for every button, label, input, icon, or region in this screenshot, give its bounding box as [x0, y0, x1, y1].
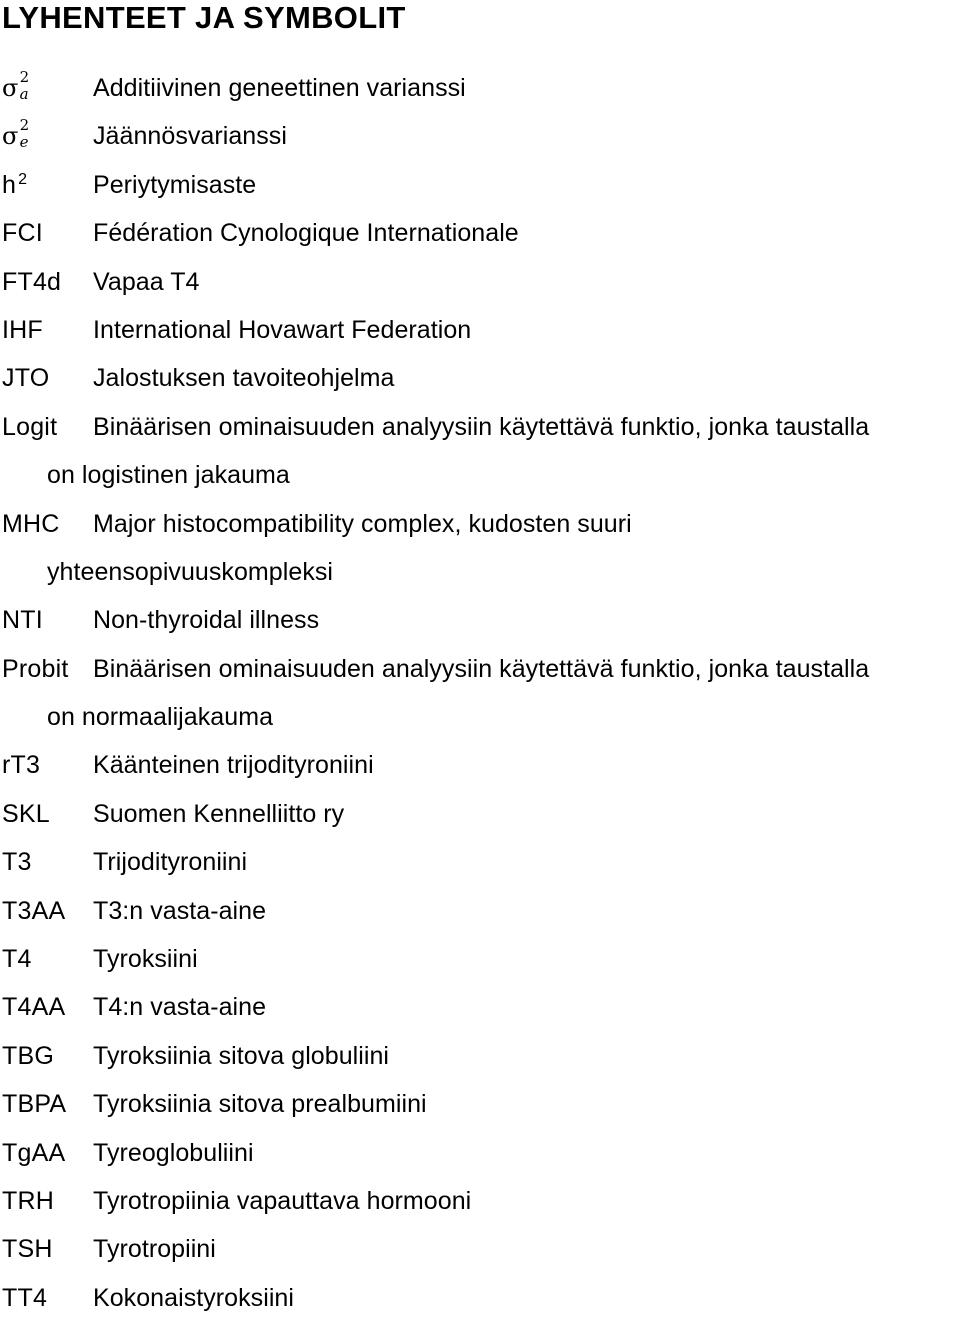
abbreviation-definition: T4:n vasta-aine: [93, 993, 267, 1022]
abbreviation-entry-continuation: [0, 451, 960, 499]
abbreviation-entry: [0, 161, 960, 209]
abbreviation-entry: [0, 258, 960, 306]
abbreviation-entry: [0, 596, 960, 644]
abbreviation-entry: [0, 209, 960, 257]
abbreviation-term: FT4d: [2, 267, 62, 296]
abbreviation-list: [0, 64, 960, 1322]
abbreviation-definition-continuation: yhteensopivuuskompleksi: [47, 557, 334, 586]
abbreviation-entry: [0, 1129, 960, 1177]
abbreviation-term: JTO: [2, 364, 50, 393]
abbreviation-entry: [0, 1177, 960, 1225]
abbreviation-definition: Käänteinen trijodityroniini: [93, 751, 374, 780]
abbreviation-entry-continuation: [0, 693, 960, 741]
abbreviation-term: TgAA: [2, 1138, 66, 1167]
page-heading: LYHENTEET JA SYMBOLIT: [2, 0, 406, 35]
abbreviation-term: FCI: [2, 219, 43, 248]
abbreviation-definition: Major histocompatibility complex, kudosten suuri: [93, 509, 632, 538]
abbreviation-term: TSH: [2, 1235, 53, 1264]
abbreviation-definition: Periytymisaste: [93, 170, 257, 199]
abbreviation-entry-continuation: [0, 548, 960, 596]
abbreviation-entry: [0, 935, 960, 983]
abbreviation-entry: [0, 645, 960, 693]
abbreviation-term: T4: [2, 945, 32, 974]
abbreviation-entry: [0, 983, 960, 1031]
abbreviation-entry: [0, 741, 960, 789]
abbreviation-entry: [0, 306, 960, 354]
abbreviation-term: IHF: [2, 315, 43, 344]
abbreviation-definition: Tyroksiini: [93, 945, 198, 974]
abbreviation-definition: Fédération Cynologique Internationale: [93, 219, 519, 248]
abbreviation-definition: Non-thyroidal illness: [93, 606, 320, 635]
abbreviation-definition: Suomen Kennelliitto ry: [93, 799, 345, 828]
abbreviation-entry: [0, 887, 960, 935]
abbreviation-entry: [0, 838, 960, 886]
abbreviation-symbol: σ 2 a: [2, 68, 30, 103]
abbreviation-definition: Tyroksiinia sitova globuliini: [93, 1041, 390, 1070]
abbreviation-term: TRH: [2, 1186, 54, 1215]
abbreviation-term: Probit: [2, 654, 69, 683]
abbreviation-definition: Kokonaistyroksiini: [93, 1283, 294, 1312]
abbreviation-term: T3: [2, 848, 32, 877]
abbreviation-definition: Jalostuksen tavoiteohjelma: [93, 364, 395, 393]
abbreviation-definition: Additiivinen geneettinen varianssi: [93, 74, 466, 102]
abbreviation-definition: Binäärisen ominaisuuden analyysiin käytettävä funktio, jonka taustalla: [93, 654, 870, 683]
abbreviation-entry: [0, 64, 960, 112]
abbreviation-entry: [0, 790, 960, 838]
abbreviation-definition: International Hovawart Federation: [93, 315, 472, 344]
abbreviation-term: Logit: [2, 412, 58, 441]
abbreviation-entry: [0, 500, 960, 548]
abbreviation-definition-continuation: on normaalijakauma: [47, 703, 274, 732]
abbreviation-definition: Tyroksiinia sitova prealbumiini: [93, 1090, 427, 1119]
abbreviation-definition: Tyreoglobuliini: [93, 1138, 254, 1167]
abbreviation-definition: Tyrotropiinia vapauttava hormooni: [93, 1186, 472, 1215]
abbreviation-term: T3AA: [2, 896, 66, 925]
abbreviation-entry: [0, 1274, 960, 1322]
abbreviation-definition: Jäännösvarianssi: [93, 122, 287, 151]
abbreviation-term: MHC: [2, 509, 60, 538]
abbreviation-term: rT3: [2, 751, 41, 780]
abbreviation-term: TBPA: [2, 1090, 67, 1119]
abbreviation-term: TT4: [2, 1283, 48, 1312]
abbreviation-term: h $^2$: [2, 170, 28, 199]
abbreviation-symbol: σ 2 e: [2, 116, 30, 152]
abbreviation-definition: Tyrotropiini: [93, 1235, 216, 1264]
abbreviation-entry: [0, 403, 960, 451]
abbreviation-entry: [0, 1032, 960, 1080]
abbreviation-definition: Trijodityroniini: [93, 848, 248, 877]
abbreviation-definition: Vapaa T4: [93, 267, 200, 296]
abbreviation-term: TBG: [2, 1041, 54, 1070]
abbreviation-term: T4AA: [2, 993, 66, 1022]
abbreviation-entry: [0, 1080, 960, 1128]
abbreviation-definition: T3:n vasta-aine: [93, 896, 267, 925]
abbreviation-entry: [0, 1225, 960, 1273]
abbreviation-term: NTI: [2, 606, 43, 635]
abbreviation-definition: Binäärisen ominaisuuden analyysiin käytettävä funktio, jonka taustalla: [93, 412, 870, 441]
abbreviation-term: SKL: [2, 799, 50, 828]
abbreviation-entry: [0, 354, 960, 402]
abbreviation-entry: [0, 112, 960, 160]
abbreviation-definition-continuation: on logistinen jakauma: [47, 461, 290, 490]
